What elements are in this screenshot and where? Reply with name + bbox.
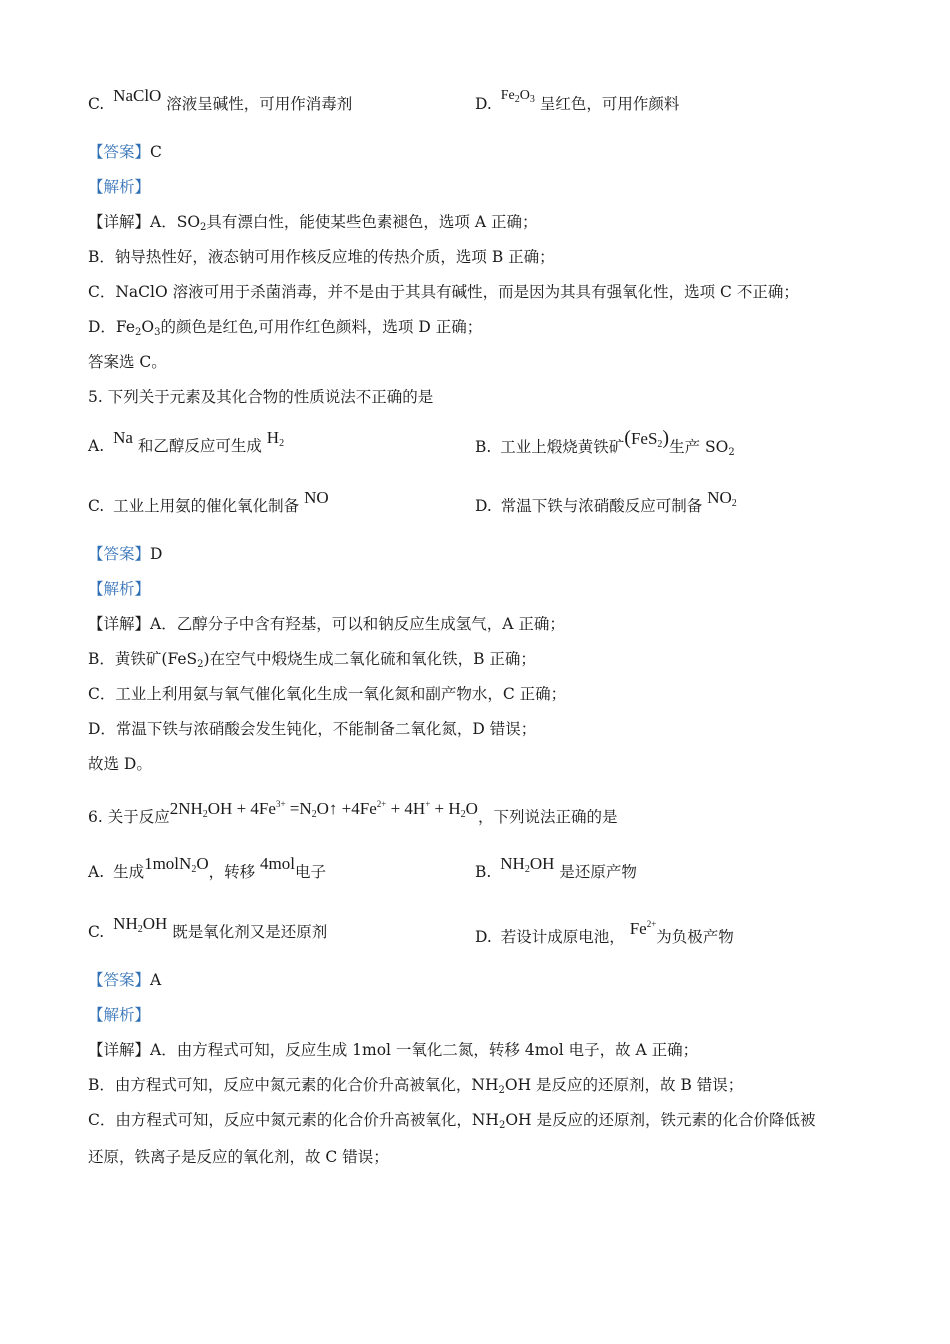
formula-fe2plus: $Fe^{2+}$ [629,919,657,938]
formula-1mol-n2o: 1molN$_2$O [144,854,209,875]
q5-analysis-a: 【详解】A．乙醇分子中含有羟基，可以和钠反应生成氢气，A 正确； [88,615,565,633]
formula-no: NO [304,488,329,507]
formula-nh2oh: $NH_2OH$ [500,854,555,875]
q6-analysis-b: B．由方程式可知，反应中氮元素的化合价升高被氧化，$NH_2OH$ 是反应的还原剂，故 B 错误； [88,1076,744,1096]
reaction-equation: $2NH_2OH + 4Fe^{3+}$ $=N_2O↑ +4Fe^{2+} + 4H^+ + H_2O$ [169,799,478,820]
formula-h2: $H_2$ [266,428,285,449]
formula-nh2oh: $NH_2OH$ [113,914,168,935]
formula-so2: $SO_2$ [705,438,735,458]
q5-analysis-heading: 【解析】 [88,580,151,598]
formula-no2: $NO_2$ [707,488,737,509]
q4-option-d: D. $Fe_2O_3$ 呈红色，可用作颜料 [475,88,680,113]
formula-fes2: (FeS$_2$) [624,427,670,450]
q5-option-a: A. Na 和乙醇反应可生成 $H_2$ [88,428,285,455]
q4-conclusion: 答案选 C。 [88,353,167,371]
q6-stem: 6. 关于反应$2NH_2OH + 4Fe^{3+}$ $=N_2O↑ +4Fe^{2+} + 4H^+ + H_2O$，下列说法正确的是 [88,799,618,826]
formula-na: Na [113,428,133,447]
formula-fe2o3: $Fe_2O_3$ [500,88,535,105]
q6-analysis-a: 【详解】A．由方程式可知，反应生成 1mol 一氧化二氮，转移 4mol 电子，故 A 正确； [88,1041,699,1059]
q6-analysis-heading: 【解析】 [88,1006,151,1024]
q5-answer: 【答案】D [88,545,163,563]
q5-option-b: B. 工业上煅烧黄铁矿(FeS$_2$)生产 $SO_2$ [475,427,735,458]
q5-option-c: C. 工业上用氨的催化氧化制备 NO [88,488,329,515]
q6-analysis-c: C．由方程式可知，反应中氮元素的化合价升高被氧化，$NH_2OH$ 是反应的还原剂，铁元素的化合价降低被 [88,1111,816,1131]
q4-analysis-d: D．$Fe_2O_3$的颜色是红色,可用作红色颜料，选项 D 正确； [88,318,483,338]
q5-option-d: D. 常温下铁与浓硝酸反应可制备 $NO_2$ [475,488,737,515]
q4-analysis-a: 【详解】A．$SO_2$具有漂白性，能使某些色素褪色，选项 A 正确； [88,213,538,233]
q6-answer: 【答案】A [88,971,162,989]
q5-analysis-c: C．工业上利用氨与氧气催化氧化生成一氧化氮和副产物水，C 正确； [88,685,567,703]
q6-analysis-c-continued: 还原，铁离子是反应的氧化剂，故 C 错误； [88,1148,389,1166]
q6-option-d: D. 若设计成原电池， $Fe^{2+}$为负极产物 [475,919,734,946]
q4-option-c: C. NaClO 溶液呈碱性，可用作消毒剂 [88,86,353,113]
q4-answer: 【答案】C [88,143,162,161]
q6-option-c: C. $NH_2OH$ 既是氧化剂又是还原剂 [88,914,328,941]
formula-naclo: NaClO [113,86,162,105]
q4-analysis-b: B．钠导热性好，液态钠可用作核反应堆的传热介质，选项 B 正确； [88,248,555,266]
q5-stem: 5. 下列关于元素及其化合物的性质说法不正确的是 [88,388,434,406]
q4-analysis-heading: 【解析】 [88,178,151,196]
q5-analysis-d: D．常温下铁与浓硝酸会发生钝化，不能制备二氧化氮，D 错误； [88,720,537,738]
q4-analysis-c: C．NaClO 溶液可用于杀菌消毒，并不是由于其具有碱性，而是因为其具有强氧化性，选项 C 不正确； [88,283,799,301]
q5-conclusion: 故选 D。 [88,755,152,773]
q5-analysis-b: B．黄铁矿(FeS$_2$)在空气中煅烧生成二氧化硫和氧化铁，B 正确； [88,650,536,670]
q6-option-b: B. $NH_2OH$ 是还原产物 [475,854,637,881]
q6-option-a: A. 生成1molN$_2$O，转移 4mol电子 [88,854,327,881]
